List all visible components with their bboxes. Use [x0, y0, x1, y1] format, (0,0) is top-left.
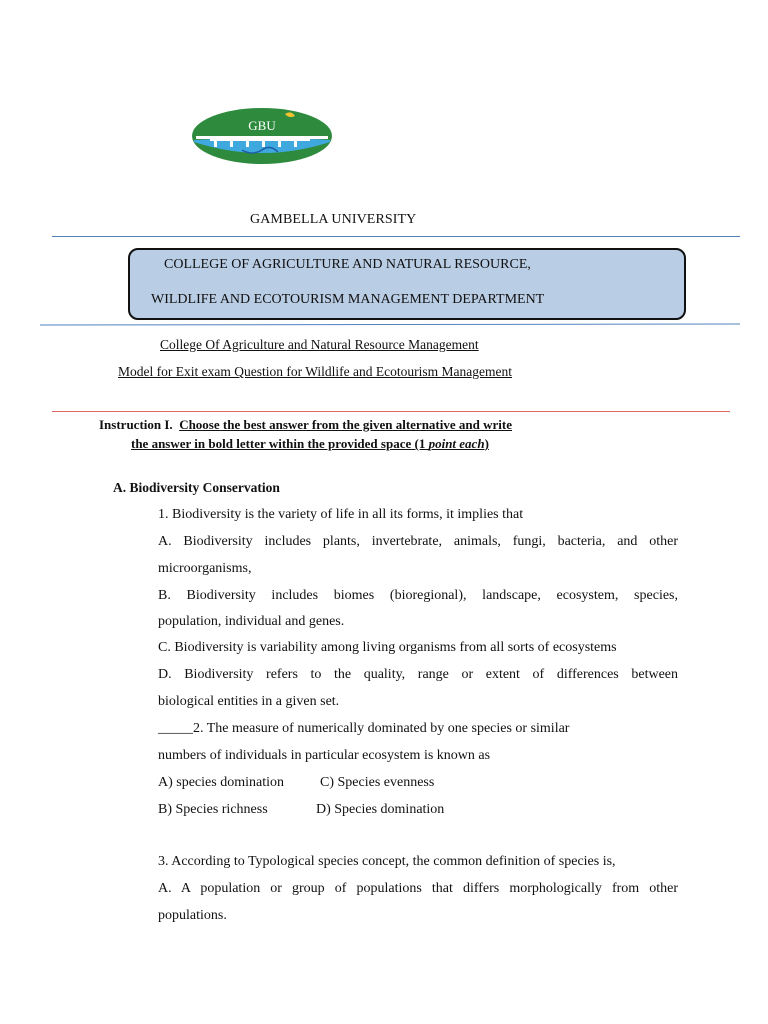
q1-option-a-line2: microorganisms,: [158, 561, 252, 576]
banner-college: COLLEGE OF AGRICULTURE AND NATURAL RESOURCE,: [164, 257, 531, 272]
university-name: GAMBELLA UNIVERSITY: [250, 212, 417, 227]
instruction-lead: Instruction I.: [99, 417, 173, 432]
instruction-text-1: Choose the best answer from the given alternative and write: [179, 417, 512, 432]
banner-department: WILDLIFE AND ECOTOURISM MANAGEMENT DEPARTMENT: [151, 292, 545, 307]
q2-option-c: C) Species evenness: [320, 775, 435, 790]
instruction-text-2b: point each: [428, 436, 485, 451]
exam-subtitle: Model for Exit exam Question for Wildlife and Ecotourism Management: [118, 364, 512, 379]
instruction-line-2: [131, 436, 489, 452]
college-subtitle: College Of Agriculture and Natural Resource Management: [160, 337, 479, 352]
q2-option-b: B) Species richness: [158, 802, 268, 817]
q3-option-a-line1: A. A population or group of populations that differs morphologically from other: [158, 881, 678, 896]
q1-stem: 1. Biodiversity is the variety of life in all its forms, it implies that: [158, 507, 524, 522]
q3-stem: 3. According to Typological species concept, the common definition of species is,: [158, 854, 616, 869]
q1-option-b-line1: B. Biodiversity includes biomes (bioregional), landscape, ecosystem, species,: [158, 588, 678, 603]
q2-stem-line1: [158, 721, 569, 737]
q1-option-c: C. Biodiversity is variability among living organisms from all sorts of ecosystems: [158, 640, 617, 655]
q2-stem-line2: numbers of individuals in particular ecosystem is known as: [158, 748, 491, 763]
blue-divider-bottom: [40, 324, 740, 326]
q2-option-d: D) Species domination: [316, 802, 445, 817]
blue-divider-top: [52, 236, 740, 237]
red-divider: [52, 411, 730, 412]
instruction-text-2c: ): [484, 436, 489, 451]
logo-text: GBU: [248, 118, 276, 133]
q1-option-d-line1: D. Biodiversity refers to the quality, range or extent of differences between: [158, 667, 678, 682]
university-logo: [190, 106, 334, 166]
q2-option-a: A) species domination: [158, 775, 284, 790]
q2-stem-text: 2. The measure of numerically dominated by one species or similar: [193, 721, 570, 736]
q3-option-a-line2: populations.: [158, 908, 227, 923]
section-title: A. Biodiversity Conservation: [113, 480, 280, 495]
q1-option-a-line1: A. Biodiversity includes plants, invertebrate, animals, fungi, bacteria, and other: [158, 534, 678, 549]
instruction-text-2a: the answer in bold letter within the provided space (1: [131, 436, 429, 451]
q1-option-d-line2: biological entities in a given set.: [158, 694, 340, 709]
q1-option-b-line2: population, individual and genes.: [158, 614, 345, 629]
instruction-line-1: [99, 417, 512, 433]
q2-answer-blank[interactable]: _____: [158, 721, 193, 736]
